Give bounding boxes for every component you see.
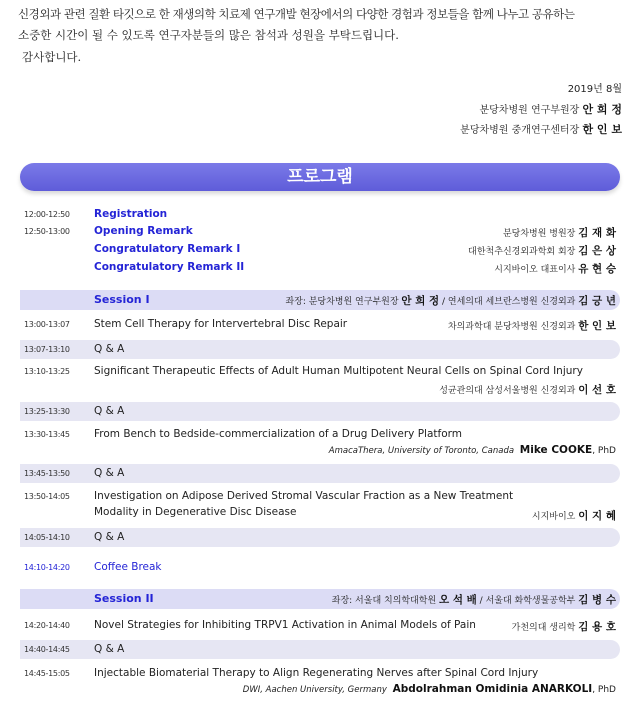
session-2-chairs: 좌장: 서울대 치의학대학원 오 석 배 / 서울대 화학생물공학부 김 병 수	[331, 594, 616, 606]
program-banner: 프로그램	[20, 163, 620, 191]
signature-line-2: 분당차병원 중개연구센터장 한 인 보	[460, 123, 622, 136]
talk-row: 14:20-14:40 Novel Strategies for Inhibiting TRPV1 Activation in Animal Models of Pain 가천의대 생리학 김 용 호	[24, 619, 616, 633]
signature-line-1: 분당차병원 연구부원장 안 희 정	[479, 103, 622, 116]
talk-row: 13:00-13:07 Stem Cell Therapy for Intervertebral Disc Repair 차의과학대 분당차병원 신경외과 한 인 보	[24, 318, 616, 332]
qa-row: 13:25-13:30 Q & A	[20, 402, 620, 421]
schedule-row-congratulatory-1: Congratulatory Remark I 대한척추신경외과학회 회장 김 은 상	[94, 243, 616, 257]
qa-row: 14:40-14:45 Q & A	[20, 640, 620, 659]
qa-row: 14:05-14:10 Q & A	[20, 528, 620, 547]
talk-row: 14:45-15:05 Injectable Biomaterial Therapy to Align Regenerating Nerves after Spinal Cord Injury DWI, Aachen University, Germany Abdolrahman Omidinia ANARKOLI, PhD	[24, 667, 616, 695]
schedule-row-congratulatory-2: Congratulatory Remark II 시지바이오 대표이사 유 현 승	[94, 261, 616, 275]
session-1-chairs: 좌장: 분당차병원 연구부원장 안 희 정 / 연세의대 세브란스병원 신경외과 김 긍 년	[285, 295, 616, 307]
session-2-label: Session II	[94, 592, 154, 605]
session-1-header	[20, 290, 620, 310]
qa-row: 13:45-13:50 Q & A	[20, 464, 620, 483]
schedule-row-registration: 12:00-12:50 Registration	[24, 208, 168, 220]
session-2-header	[20, 589, 620, 609]
qa-row: 13:07-13:10 Q & A	[20, 340, 620, 359]
intro-paragraph	[18, 4, 624, 46]
talk-row: 13:30-13:45 From Bench to Bedside-commercialization of a Drug Delivery Platform AmacaThera, University of Toronto, Canada Mike COOKE, PhD	[24, 428, 616, 456]
session-1-label: Session I	[94, 293, 150, 306]
talk-row: 13:50-14:05 Investigation on Adipose Derived Stromal Vascular Fraction as a New Treatment Modality in Degenerative Disc Disease 시지바이오 이 지 혜	[24, 490, 616, 522]
talk-row: 13:10-13:25 Significant Therapeutic Effects of Adult Human Multipotent Neural Cells on Spinal Cord Injury 성균관의대 삼성서울병원 신경외과 이 선 호	[24, 365, 616, 396]
schedule-row-opening-remark: 12:50-13:00 Opening Remark 분당차병원 병원장 김 재 화	[24, 225, 616, 239]
intro-line-2: 소중한 시간이 될 수 있도록 연구자분들의 많은 참석과 성원을 부탁드립니다.	[18, 28, 399, 42]
thanks-text: 감사합니다.	[22, 50, 82, 64]
intro-line-1: 신경외과 관련 질환 타깃으로 한 재생의학 치료제 연구개발 현장에서의 다양한 경험과 정보들을 함께 나누고 공유하는	[18, 7, 575, 21]
coffee-break-row: 14:10-14:20 Coffee Break	[24, 561, 162, 573]
signature-date: 2019년 8월	[567, 84, 622, 95]
